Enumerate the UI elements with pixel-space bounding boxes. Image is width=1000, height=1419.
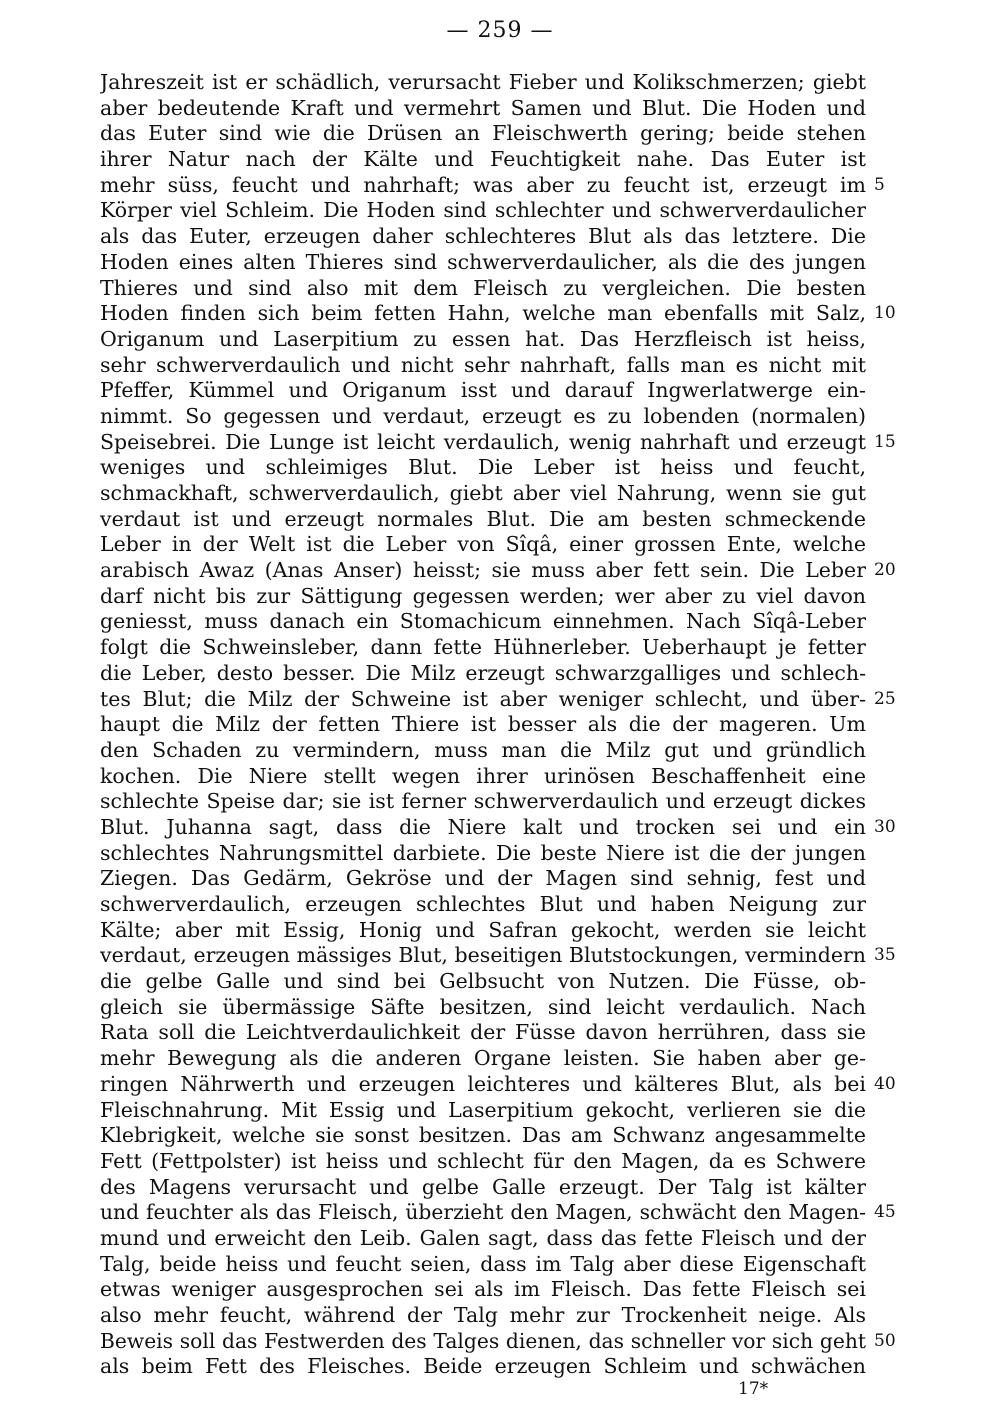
line-text: Klebrigkeit, welche sie sonst besitzen. Das am Schwanz angesammelte <box>100 1123 866 1148</box>
line-text: als das Euter, erzeugen daher schlechteres Blut als das letztere. Die <box>100 224 866 249</box>
text-line <box>100 814 896 841</box>
line-text: schlechte Speise dar; sie ist ferner schwerverdaulich und erzeugt dickes <box>100 789 866 814</box>
line-text: des Magens verursacht und gelbe Galle erzeugt. Der Talg ist kälter <box>100 1174 866 1199</box>
text-line <box>100 378 866 404</box>
line-text: weniges und schleimiges Blut. Die Leber ist heiss und feucht, <box>100 455 866 480</box>
text-line <box>100 1071 896 1098</box>
line-text: aber bedeutende Kraft und vermehrt Samen und Blut. Die Hoden und <box>100 95 866 120</box>
text-line <box>100 866 866 892</box>
text-line <box>100 276 866 302</box>
line-number: 20 <box>874 560 896 581</box>
line-text: Körper viel Schleim. Die Hoden sind schlechter und schwerverdaulicher <box>100 198 866 223</box>
line-text: Hoden finden sich beim fetten Hahn, welche man ebenfalls mit Salz, <box>100 301 866 326</box>
text-line <box>100 353 866 379</box>
line-text: die gelbe Galle und sind bei Gelbsucht von Nutzen. Die Füsse, ob- <box>100 969 866 994</box>
line-text: Fett (Fettpolster) ist heiss und schlecht für den Magen, da es Schwere <box>100 1148 866 1173</box>
page-number: — 259 — <box>446 18 554 43</box>
line-number: 15 <box>874 431 896 452</box>
line-text: Pfeffer, Kümmel und Origanum isst und darauf Ingwerlatwerge ein- <box>100 378 866 403</box>
body-text <box>100 70 896 1380</box>
line-text: den Schaden zu vermindern, muss man die Milz gut und gründlich <box>100 737 866 762</box>
line-text: tes Blut; die Milz der Schweine ist aber weniger schlecht, und über- <box>100 686 866 711</box>
line-text: und feuchter als das Fleisch, überzieht den Magen, schwächt den Magen- <box>100 1200 866 1225</box>
line-text: Rata soll die Leichtverdaulichkeit der Füsse davon herrühren, dass sie <box>100 1020 866 1045</box>
text-line <box>100 661 866 687</box>
text-line <box>100 1149 866 1175</box>
line-text: verdaut, erzeugen mässiges Blut, beseitigen Blutstockungen, vermindern <box>100 943 866 968</box>
line-text: Talg, beide heiss und feucht seien, dass im Talg aber diese Eigenschaft <box>100 1251 866 1276</box>
line-number: 45 <box>874 1202 896 1223</box>
text-line <box>100 841 866 867</box>
text-line <box>100 455 866 481</box>
line-text: arabisch Awaz (Anas Anser) heisst; sie muss aber fett sein. Die Leber <box>100 558 866 583</box>
line-text: Leber in der Welt ist die Leber von Sîqâ, einer grossen Ente, welche <box>100 532 866 557</box>
text-line <box>100 918 866 944</box>
text-line <box>100 558 896 584</box>
line-text: als beim Fett des Fleisches. Beide erzeugen Schleim und schwächen <box>100 1354 866 1379</box>
text-line <box>100 1046 866 1072</box>
line-number: 40 <box>874 1073 896 1094</box>
text-line <box>100 943 896 969</box>
text-line <box>100 250 866 276</box>
line-text: Fleischnahrung. Mit Essig und Laserpitium gekocht, verlieren sie die <box>100 1097 866 1122</box>
line-text: schlechtes Nahrungsmittel darbiete. Die beste Niere ist die der jungen <box>100 840 866 865</box>
line-text: Hoden eines alten Thieres sind schwerverdaulicher, als die des jungen <box>100 249 866 274</box>
line-text: Origanum und Laserpitium zu essen hat. Das Herzfleisch ist heiss, <box>100 326 866 351</box>
text-line <box>100 764 866 790</box>
text-line <box>100 96 866 122</box>
line-text: verdaut ist und erzeugt normales Blut. Die am besten schmeckende <box>100 506 866 531</box>
text-line <box>100 1226 866 1252</box>
text-line <box>100 686 896 713</box>
text-line <box>100 1200 896 1226</box>
line-text: Speisebrei. Die Lunge ist leicht verdaulich, wenig nahrhaft und erzeugt <box>100 429 866 454</box>
text-line <box>100 70 866 96</box>
text-line <box>100 198 866 224</box>
line-text: nimmt. So gegessen und verdaut, erzeugt es zu lobenden (normalen) <box>100 403 866 428</box>
line-text: Beweis soll das Festwerden des Talges dienen, das schneller vor sich geht <box>100 1328 866 1353</box>
text-line <box>100 1328 896 1355</box>
line-text: ihrer Natur nach der Kälte und Feuchtigkeit nahe. Das Euter ist <box>100 147 866 172</box>
line-number: 10 <box>874 303 896 324</box>
text-line <box>100 224 866 250</box>
line-text: Thieres und sind also mit dem Fleisch zu vergleichen. Die besten <box>100 275 866 300</box>
text-line <box>100 172 885 199</box>
line-number: 50 <box>874 1330 896 1351</box>
text-line <box>100 584 866 610</box>
line-text: Jahreszeit ist er schädlich, verursacht Fieber und Kolikschmerzen; giebt <box>100 70 866 94</box>
text-line <box>100 429 896 456</box>
line-number: 5 <box>874 174 885 195</box>
text-line <box>100 1252 866 1278</box>
signature-mark: 17* <box>738 1379 769 1399</box>
line-text: haupt die Milz der fetten Thiere ist besser als die der mageren. Um <box>100 712 866 737</box>
text-line <box>100 481 866 507</box>
line-text: folgt die Schweinsleber, dann fette Hühnerleber. Ueberhaupt je fetter <box>100 635 866 660</box>
text-line <box>100 404 866 430</box>
line-text: etwas weniger ausgesprochen sei als im Fleisch. Das fette Fleisch sei <box>100 1277 866 1302</box>
text-line <box>100 147 866 173</box>
line-number: 30 <box>874 816 896 837</box>
text-line <box>100 789 866 815</box>
line-text: also mehr feucht, während der Talg mehr zur Trockenheit neige. Als <box>100 1303 866 1327</box>
text-line <box>100 892 866 918</box>
text-line <box>100 738 866 764</box>
line-text: schmackhaft, schwerverdaulich, giebt aber viel Nahrung, wenn sie gut <box>100 481 866 505</box>
text-line <box>100 1123 866 1149</box>
text-line <box>100 995 866 1021</box>
line-text: geniesst, muss danach ein Stomachicum einnehmen. Nach Sîqâ-Leber <box>100 609 866 634</box>
line-text: mund und erweicht den Leib. Galen sagt, dass das fette Fleisch und der <box>100 1225 866 1250</box>
line-text: ringen Nährwerth und erzeugen leichteres und kälteres Blut, als bei <box>100 1071 866 1096</box>
text-line <box>100 1175 866 1201</box>
line-text: Ziegen. Das Gedärm, Gekröse und der Magen sind sehnig, fest und <box>100 866 866 891</box>
text-line <box>100 1020 866 1046</box>
line-text: das Euter sind wie die Drüsen an Fleischwerth gering; beide stehen <box>100 121 866 146</box>
line-number: 25 <box>874 688 896 709</box>
line-number: 35 <box>874 945 896 966</box>
text-line <box>100 327 866 353</box>
line-text: schwerverdaulich, erzeugen schlechtes Blut und haben Neigung zur <box>100 892 866 916</box>
text-line <box>100 712 866 738</box>
line-text: mehr Bewegung als die anderen Organe leisten. Sie haben aber ge- <box>100 1046 866 1071</box>
text-line <box>100 1098 866 1124</box>
text-line <box>100 1303 866 1329</box>
line-text: sehr schwerverdaulich und nicht sehr nahrhaft, falls man es nicht mit <box>100 352 866 377</box>
line-text: die Leber, desto besser. Die Milz erzeugt schwarzgalliges und schlech- <box>100 660 866 685</box>
text-line <box>100 532 866 558</box>
line-text: kochen. Die Niere stellt wegen ihrer urinösen Beschaffenheit eine <box>100 763 866 788</box>
line-text: mehr süss, feucht und nahrhaft; was aber zu feucht ist, erzeugt im <box>100 172 866 197</box>
text-line <box>100 1354 866 1380</box>
text-line <box>100 1277 866 1303</box>
text-line <box>100 609 866 635</box>
text-line <box>100 635 866 661</box>
text-line <box>100 121 866 147</box>
line-text: darf nicht bis zur Sättigung gegessen werden; wer aber zu viel davon <box>100 583 866 608</box>
text-line <box>100 301 896 327</box>
line-text: Blut. Juhanna sagt, dass die Niere kalt und trocken sei und ein <box>100 814 866 839</box>
text-line <box>100 507 866 533</box>
line-text: gleich sie übermässige Säfte besitzen, sind leicht verdaulich. Nach <box>100 994 866 1019</box>
line-text: Kälte; aber mit Essig, Honig und Safran gekocht, werden sie leicht <box>100 917 866 942</box>
text-line <box>100 969 866 995</box>
